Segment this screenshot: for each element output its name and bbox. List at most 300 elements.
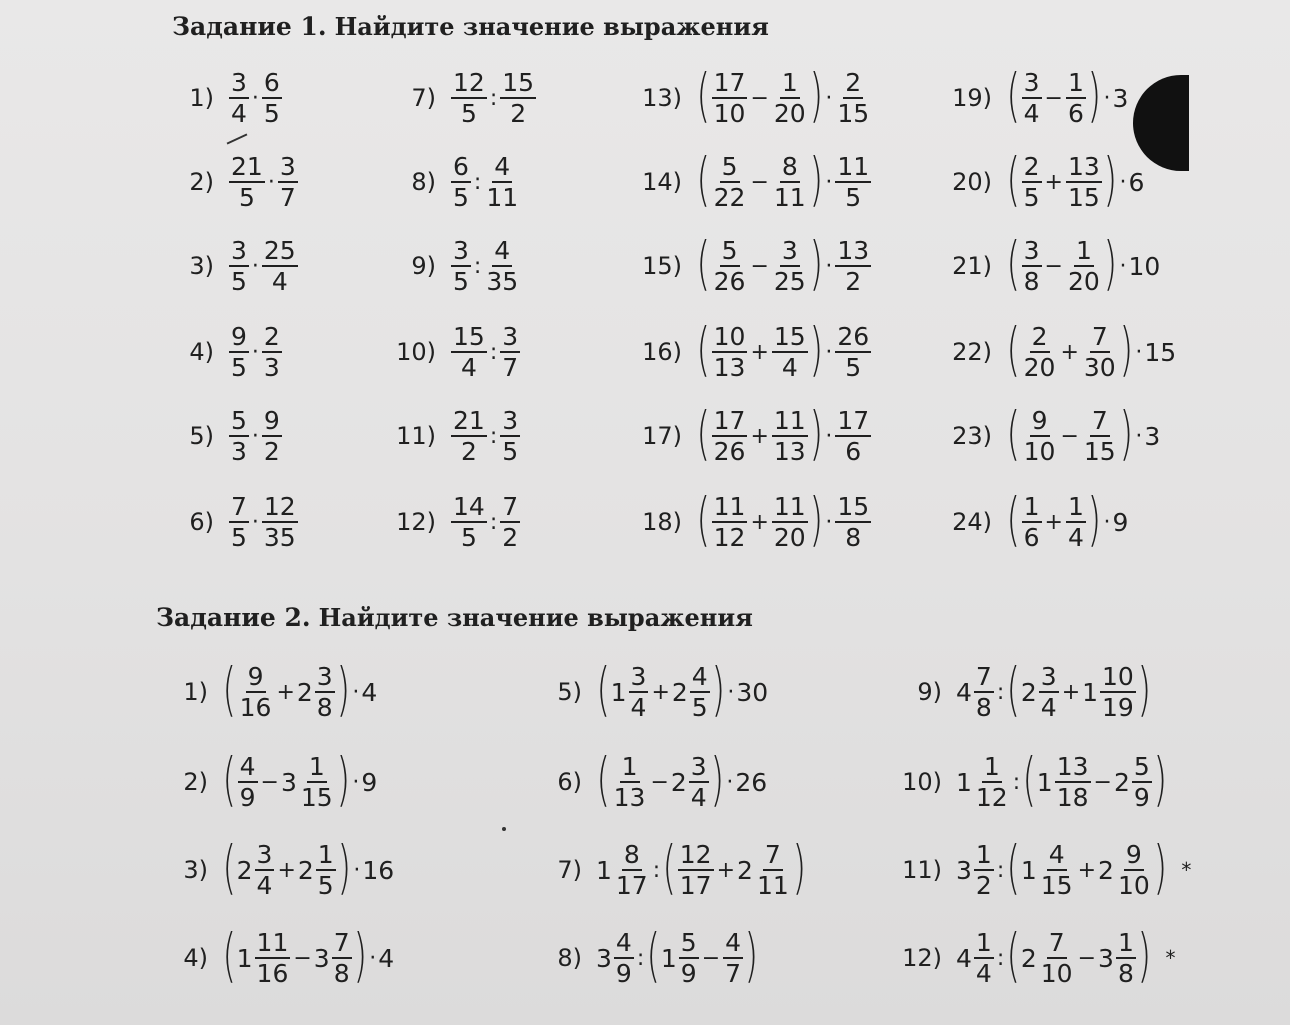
numerator: 4	[615, 928, 632, 957]
denominator: 5	[238, 183, 255, 212]
problem-number: 18)	[642, 508, 682, 536]
problem-number: 20)	[952, 168, 992, 196]
denominator: 12	[975, 783, 1008, 812]
fraction	[484, 152, 520, 212]
asterisk-mark: *	[1181, 858, 1192, 882]
fraction	[1066, 492, 1086, 552]
denominator: 4	[256, 871, 273, 900]
fraction	[614, 840, 650, 900]
numerator: 3	[231, 236, 247, 265]
problem-number: 9)	[917, 678, 942, 706]
problem-number: 4)	[189, 338, 214, 366]
denominator: 7	[502, 353, 519, 382]
numerator: 3	[1023, 236, 1040, 265]
operator: −	[293, 945, 312, 971]
expression	[222, 833, 395, 901]
numerator: 15	[773, 322, 806, 351]
left-paren: (	[1006, 399, 1021, 467]
operator: −	[1060, 423, 1079, 449]
numerator: 11	[256, 928, 289, 957]
numerator: 3	[316, 662, 333, 691]
pencil-mark	[227, 133, 248, 144]
denominator: 4	[271, 267, 288, 296]
task2-label: Задание 2.	[156, 603, 311, 632]
problem-item	[620, 315, 872, 384]
expression	[696, 229, 872, 297]
problem-item	[620, 229, 872, 298]
denominator: 5	[460, 523, 477, 552]
fraction	[712, 322, 748, 382]
problem-number: 21)	[952, 252, 992, 280]
problem-number: 9)	[411, 252, 436, 280]
operator: +	[1061, 679, 1081, 705]
right-paren: )	[336, 655, 350, 723]
expression	[1006, 315, 1177, 383]
fraction	[484, 236, 520, 296]
numerator: 11	[713, 492, 746, 521]
whole-part: 1	[1082, 677, 1099, 707]
fraction	[712, 406, 748, 466]
problem-item	[380, 234, 521, 298]
left-paren: (	[1006, 485, 1021, 553]
numerator: 3	[502, 406, 519, 435]
operator: +	[276, 679, 295, 705]
problem-item	[380, 320, 521, 384]
problem-number: 11)	[902, 856, 942, 884]
problem-item	[620, 145, 872, 214]
fraction	[229, 492, 249, 552]
task1-label: Задание 1.	[172, 12, 327, 41]
operator: :	[996, 679, 1005, 705]
fraction	[1055, 752, 1091, 812]
whole-part: 2	[296, 677, 313, 707]
whole-part: 1	[660, 943, 677, 973]
mixed-number	[737, 840, 792, 900]
operator: :	[652, 857, 661, 883]
task1-heading	[172, 12, 769, 41]
operator: ·	[251, 339, 259, 365]
numerator: 12	[453, 68, 485, 97]
left-paren: (	[222, 655, 237, 723]
numerator: 4	[725, 928, 742, 957]
operator: +	[716, 857, 736, 883]
multiplier: 9	[1112, 507, 1129, 537]
denominator: 8	[845, 523, 862, 552]
denominator: 2	[263, 437, 280, 466]
denominator: 8	[1023, 267, 1040, 296]
fraction	[1022, 68, 1042, 128]
right-paren: )	[711, 655, 725, 723]
fraction	[772, 68, 808, 128]
fraction	[835, 152, 871, 212]
expression	[596, 745, 768, 813]
problem-number: 11)	[396, 422, 436, 450]
operator: :	[473, 169, 482, 195]
fraction	[262, 236, 298, 296]
denominator: 5	[1023, 183, 1040, 212]
numerator: 15	[453, 322, 485, 351]
denominator: 15	[1083, 437, 1116, 466]
problem-number: 23)	[952, 422, 992, 450]
numerator: 17	[713, 68, 746, 97]
expression	[1006, 145, 1145, 213]
fraction	[500, 68, 536, 128]
denominator: 20	[773, 99, 806, 128]
whole-part: 1	[236, 943, 253, 973]
right-paren: )	[1103, 229, 1117, 297]
left-paren: (	[696, 145, 711, 213]
right-paren: )	[809, 61, 823, 129]
fraction	[629, 662, 649, 722]
numerator: 7	[975, 662, 992, 691]
denominator: 25	[773, 267, 806, 296]
mixed-number	[314, 928, 353, 988]
denominator: 18	[1056, 783, 1089, 812]
fraction	[712, 236, 748, 296]
mixed-number	[677, 840, 715, 900]
left-paren: (	[222, 745, 237, 813]
mixed-number	[237, 840, 276, 900]
numerator: 1	[975, 840, 992, 869]
expression	[1006, 61, 1129, 129]
denominator: 4	[1040, 693, 1057, 722]
operator: −	[750, 253, 769, 279]
denominator: 16	[256, 959, 289, 988]
expression	[222, 655, 378, 723]
denominator: 5	[231, 267, 247, 296]
expression	[696, 61, 872, 129]
right-paren: )	[1153, 833, 1167, 901]
left-paren: (	[1006, 921, 1021, 989]
operator: −	[1044, 85, 1063, 111]
numerator: 7	[1091, 322, 1108, 351]
multiplier: 30	[736, 677, 769, 707]
mixed-number	[297, 662, 336, 722]
whole-part: 4	[956, 943, 972, 973]
fraction	[974, 662, 994, 722]
operator: ·	[825, 339, 833, 365]
whole-part: 1	[1020, 855, 1037, 885]
denominator: 30	[1083, 353, 1116, 382]
denominator: 2	[502, 523, 519, 552]
fraction	[835, 322, 871, 382]
mixed-number	[661, 928, 700, 988]
fraction	[255, 928, 291, 988]
numerator: 3	[453, 236, 469, 265]
numerator: 3	[1040, 662, 1057, 691]
denominator: 5	[691, 693, 708, 722]
right-paren: )	[710, 745, 724, 813]
problem-number: 12)	[396, 508, 436, 536]
left-paren: (	[1006, 833, 1021, 901]
whole-part: 2	[1020, 677, 1037, 707]
denominator: 4	[630, 693, 647, 722]
right-paren: )	[744, 921, 759, 989]
operator: ·	[726, 769, 734, 795]
operator: +	[750, 423, 769, 449]
numerator: 7	[1091, 406, 1108, 435]
expression	[228, 236, 299, 296]
whole-part: 2	[236, 855, 253, 885]
expression	[450, 406, 521, 466]
operator: :	[489, 339, 498, 365]
denominator: 17	[615, 871, 648, 900]
denominator: 7	[725, 959, 742, 988]
stray-dot	[502, 827, 506, 831]
mixed-number	[1021, 928, 1076, 988]
problem-number: 12)	[902, 944, 942, 972]
denominator: 13	[713, 353, 746, 382]
numerator: 9	[1125, 840, 1142, 869]
operator: ·	[825, 253, 833, 279]
numerator: 3	[256, 840, 273, 869]
fraction	[679, 928, 699, 988]
expression	[596, 833, 806, 901]
whole-part: 2	[670, 767, 687, 797]
operator: ·	[1103, 509, 1111, 535]
denominator: 6	[1023, 523, 1040, 552]
denominator: 13	[613, 783, 646, 812]
multiplier: 15	[1144, 337, 1177, 367]
problem-item	[880, 921, 1176, 990]
denominator: 5	[460, 99, 477, 128]
numerator: 2	[263, 322, 280, 351]
fraction	[1039, 840, 1075, 900]
problem-number: 3)	[183, 856, 208, 884]
denominator: 4	[460, 353, 477, 382]
numerator: 3	[1023, 68, 1040, 97]
denominator: 4	[781, 353, 798, 382]
numerator: 10	[1102, 662, 1134, 691]
operator: +	[1044, 509, 1063, 535]
fraction	[262, 322, 282, 382]
problem-item	[930, 399, 1161, 468]
numerator: 21	[231, 152, 263, 181]
denominator: 11	[756, 871, 789, 900]
problem-item	[530, 921, 759, 990]
denominator: 3	[263, 353, 280, 382]
denominator: 10	[1117, 871, 1150, 900]
numerator: 9	[1031, 406, 1048, 435]
problem-item	[930, 485, 1129, 554]
fraction	[299, 752, 335, 812]
expression	[696, 145, 872, 213]
problem-item	[620, 485, 872, 554]
denominator: 20	[1023, 353, 1056, 382]
denominator: 20	[773, 523, 806, 552]
problem-item	[380, 150, 521, 214]
right-paren: )	[809, 145, 823, 213]
whole-part: 3	[280, 767, 297, 797]
task1-instruction: Найдите значение выражения	[334, 12, 769, 41]
asterisk-mark: *	[1165, 946, 1176, 970]
mixed-number	[281, 752, 336, 812]
problem-item	[930, 61, 1129, 130]
fraction	[1100, 662, 1136, 722]
fraction	[974, 928, 994, 988]
mixed-number	[722, 928, 744, 988]
expression	[956, 833, 1192, 901]
fraction	[1039, 928, 1075, 988]
mixed-number	[611, 752, 649, 812]
numerator: 9	[263, 406, 280, 435]
numerator: 2	[1031, 322, 1048, 351]
operator: ·	[369, 945, 377, 971]
mixed-number	[956, 928, 995, 988]
numerator: 7	[502, 492, 519, 521]
operator: ·	[352, 769, 360, 795]
operator: ·	[251, 85, 259, 111]
whole-part: 2	[297, 855, 314, 885]
mixed-number	[1098, 840, 1153, 900]
numerator: 1	[621, 752, 638, 781]
whole-part: 2	[1020, 943, 1037, 973]
operator: ·	[267, 169, 275, 195]
operator: +	[1044, 169, 1063, 195]
expression	[222, 745, 378, 813]
mixed-number	[237, 662, 275, 722]
whole-part: 4	[956, 677, 972, 707]
expression	[228, 152, 299, 212]
problem-number: 22)	[952, 338, 992, 366]
numerator: 9	[247, 662, 264, 691]
denominator: 5	[453, 267, 469, 296]
numerator: 8	[781, 152, 798, 181]
left-paren: (	[1006, 655, 1021, 723]
numerator: 21	[453, 406, 485, 435]
problem-item	[380, 404, 521, 468]
right-paren: )	[1087, 485, 1102, 553]
denominator: 20	[1067, 267, 1100, 296]
whole-part: 2	[1113, 767, 1130, 797]
denominator: 8	[316, 693, 333, 722]
right-paren: )	[337, 833, 351, 901]
fraction	[1022, 406, 1058, 466]
operator: :	[996, 857, 1005, 883]
expression	[596, 921, 759, 989]
whole-part: 2	[737, 855, 753, 885]
expression	[450, 68, 537, 128]
fraction	[612, 752, 648, 812]
right-paren: )	[792, 833, 806, 901]
numerator: 5	[680, 928, 697, 957]
problem-item	[170, 234, 299, 298]
left-paren: (	[646, 921, 661, 989]
multiplier: 4	[361, 677, 378, 707]
numerator: 13	[837, 236, 870, 265]
numerator: 5	[231, 406, 247, 435]
denominator: 9	[1133, 783, 1150, 812]
operator: :	[489, 509, 498, 535]
fraction	[1066, 68, 1086, 128]
operator: −	[1093, 769, 1112, 795]
expression	[450, 322, 521, 382]
problem-number: 15)	[642, 252, 682, 280]
mixed-number	[1098, 928, 1137, 988]
numerator: 1	[1075, 236, 1092, 265]
fraction	[772, 322, 808, 382]
whole-part: 3	[596, 943, 612, 973]
numerator: 11	[837, 152, 870, 181]
mixed-number	[237, 928, 292, 988]
problem-number: 1)	[183, 678, 208, 706]
fraction	[1039, 662, 1059, 722]
numerator: 1	[781, 68, 798, 97]
expression	[696, 315, 872, 383]
mixed-number	[1037, 752, 1092, 812]
expression	[1006, 485, 1129, 553]
numerator: 17	[713, 406, 746, 435]
denominator: 6	[1067, 99, 1084, 128]
fraction	[835, 406, 871, 466]
denominator: 15	[1040, 871, 1073, 900]
right-paren: )	[1153, 745, 1167, 813]
numerator: 7	[333, 928, 350, 957]
operator: :	[996, 945, 1005, 971]
problem-number: 19)	[952, 84, 992, 112]
problem-number: 6)	[557, 768, 582, 796]
multiplier: 16	[362, 855, 395, 885]
fraction	[1116, 840, 1152, 900]
fraction	[500, 322, 520, 382]
right-paren: )	[1103, 145, 1117, 213]
denominator: 35	[486, 267, 519, 296]
problem-item	[170, 150, 299, 214]
problem-number: 8)	[411, 168, 436, 196]
operator: ·	[1103, 85, 1111, 111]
operator: ·	[251, 253, 259, 279]
numerator: 2	[845, 68, 862, 97]
problem-item	[880, 833, 1192, 902]
fraction	[229, 322, 249, 382]
left-paren: (	[1006, 61, 1021, 129]
whole-part: 3	[1098, 943, 1114, 973]
problem-number: 13)	[642, 84, 682, 112]
left-paren: (	[696, 485, 711, 553]
fraction	[689, 752, 709, 812]
denominator: 6	[845, 437, 862, 466]
fraction	[712, 492, 748, 552]
problem-number: 7)	[557, 856, 582, 884]
fraction	[712, 152, 748, 212]
problem-item	[530, 745, 768, 814]
fraction	[1082, 406, 1118, 466]
expression	[1006, 399, 1161, 467]
fraction	[229, 406, 249, 466]
operator: −	[650, 769, 669, 795]
fraction	[1132, 752, 1152, 812]
numerator: 1	[1023, 492, 1040, 521]
mixed-number	[956, 752, 1011, 812]
fraction	[451, 152, 471, 212]
denominator: 2	[845, 267, 862, 296]
fraction	[1082, 322, 1118, 382]
mixed-number	[1114, 752, 1153, 812]
operator: :	[489, 85, 498, 111]
numerator: 10	[713, 322, 746, 351]
denominator: 4	[1023, 99, 1040, 128]
denominator: 4	[690, 783, 707, 812]
denominator: 9	[239, 783, 256, 812]
left-paren: (	[596, 655, 611, 723]
denominator: 19	[1102, 693, 1134, 722]
operator: ·	[251, 423, 259, 449]
numerator: 7	[1048, 928, 1065, 957]
problem-number: 14)	[642, 168, 682, 196]
operator: :	[636, 945, 645, 971]
fraction	[1066, 236, 1102, 296]
whole-part: 3	[956, 855, 972, 885]
